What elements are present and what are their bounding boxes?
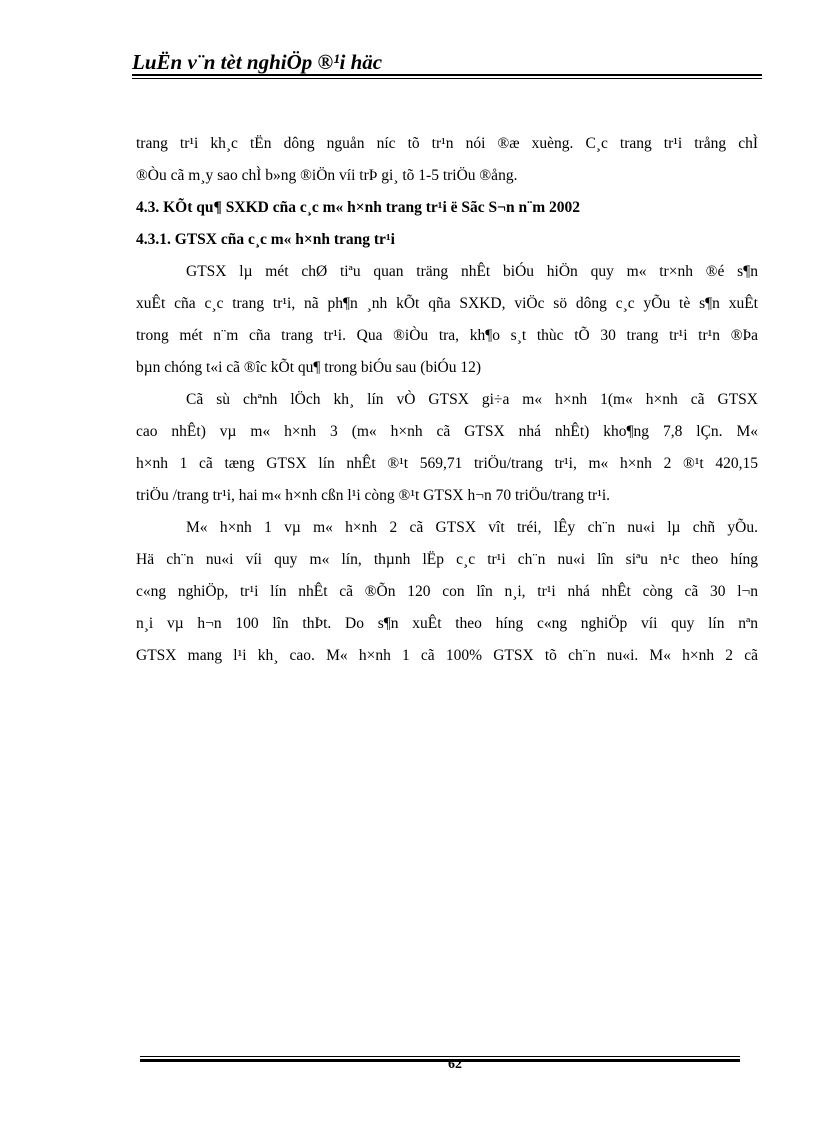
text-line: bµn chóng t«i cã ®îc kÕt qu¶ trong biÓu sau (biÓu 12) [136, 359, 481, 376]
document-body [136, 128, 758, 672]
text-line: c«ng nghiÖp, tr¹i lín nhÊt cã ®Õn 120 con lîn n¸i, tr¹i nhá nhÊt còng cã 30 l¬n [136, 583, 758, 600]
text-line: cao nhÊt) vµ m« h×nh 3 (m« h×nh cã GTSX nhá nhÊt) kho¶ng 7,8 lÇn. M« [136, 423, 758, 440]
subsection-heading: 4.3.1. GTSX cña c¸c m« h×nh trang tr¹i [136, 231, 395, 248]
header-rule [132, 74, 762, 76]
text-line: GTSX lµ mét chØ tiªu quan träng nhÊt biÓu hiÖn quy m« tr×nh ®é s¶n [186, 263, 758, 280]
header-title: LuËn v¨n tèt nghiÖp ®¹i häc [132, 50, 383, 74]
text-line: trang tr¹i kh¸c tËn dông nguån níc tõ tr¹n nói ®æ xuèng. C¸c trang tr¹i trång chÌ [136, 135, 758, 152]
text-line: triÖu /trang tr¹i, hai m« h×nh cßn l¹i còng ®¹t GTSX h¬n 70 triÖu/trang tr¹i. [136, 487, 611, 504]
text-line: GTSX mang l¹i kh¸ cao. M« h×nh 1 cã 100% GTSX tõ ch¨n nu«i. M« h×nh 2 cã [136, 647, 758, 664]
text-line: trong mét n¨m cña trang tr¹i. Qua ®iÒu tra, kh¶o s¸t thùc tÕ 30 trang tr¹i tr¹n ®Þa [136, 327, 758, 344]
text-line: h×nh 1 cã tæng GTSX lín nhÊt ®¹t 569,71 triÖu/trang tr¹i, m« h×nh 2 ®¹t 420,15 [136, 455, 758, 472]
page-number: 62 [448, 1057, 462, 1072]
text-line: Hä ch¨n nu«i víi quy m« lín, thµnh lËp c¸c tr¹i ch¨n nu«i lîn siªu n¹c theo híng [136, 551, 758, 568]
paragraph [136, 256, 758, 384]
text-line: Cã sù chªnh lÖch kh¸ lín vÒ GTSX gi÷a m« h×nh 1(m« h×nh cã GTSX [186, 391, 758, 408]
text-line: M« h×nh 1 vµ m« h×nh 2 cã GTSX vît tréi, lÊy ch¨n nu«i lµ chñ yÕu. [186, 519, 758, 536]
paragraph [136, 384, 758, 512]
section-heading: 4.3. KÕt qu¶ SXKD cña c¸c m« h×nh trang tr¹i ë Sãc S¬n n¨m 2002 [136, 199, 581, 216]
paragraph [136, 512, 758, 672]
header-rule-secondary [132, 78, 762, 79]
text-line: ®Òu cã m¸y sao chÌ b»ng ®iÖn víi trÞ gi¸ tõ 1-5 triÖu ®ång. [136, 167, 518, 184]
text-line: xuÊt cña c¸c trang tr¹i, nã ph¶n ¸nh kÕt qña SXKD, viÖc sö dông c¸c yÕu tè s¶n xuÊt [136, 295, 758, 312]
text-line: n¸i vµ h¬n 100 lîn thÞt. Do s¶n xuÊt theo híng c«ng nghiÖp víi quy lín nªn [136, 615, 758, 632]
